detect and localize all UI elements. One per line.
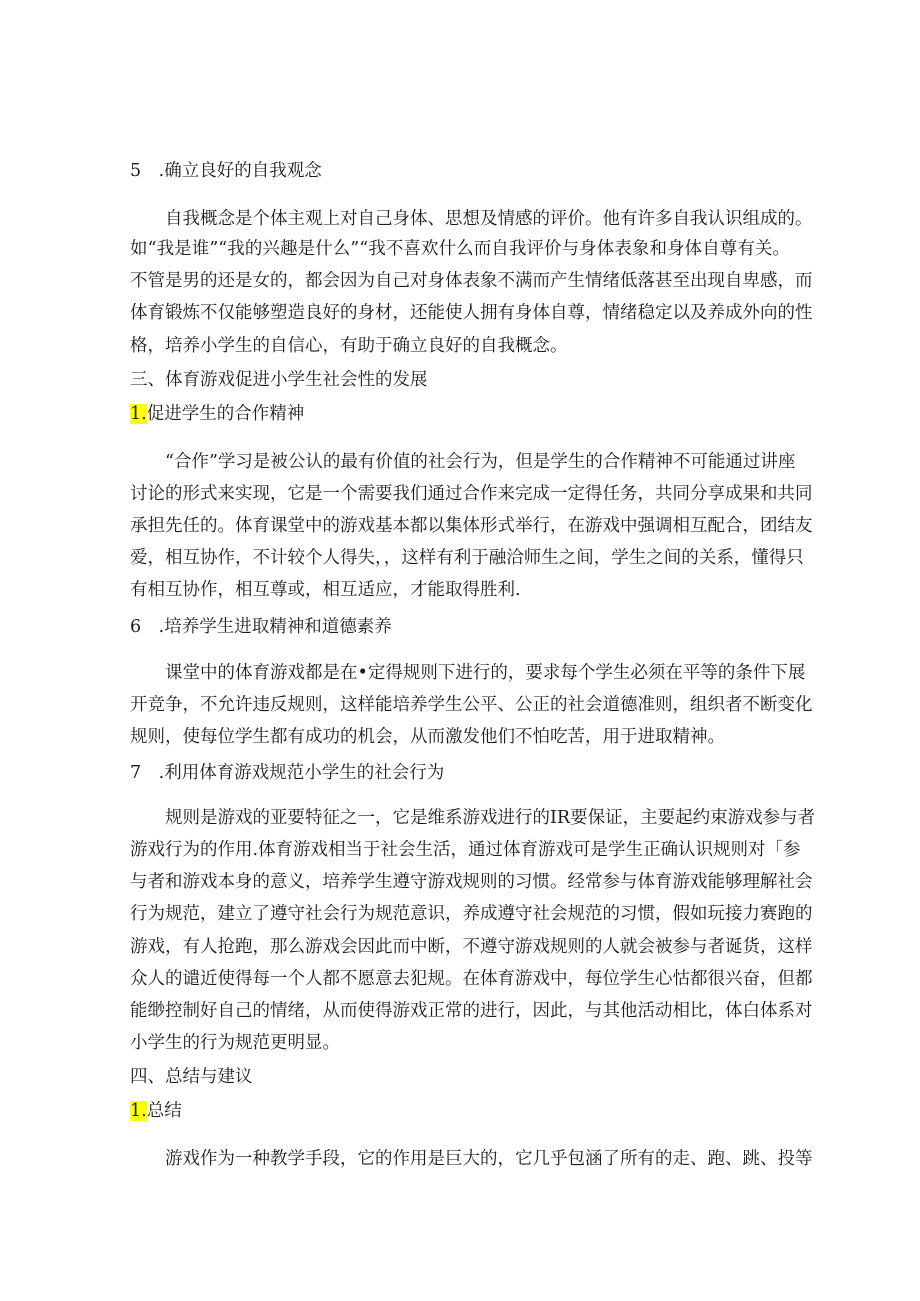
subheading-3-1 <box>130 403 790 425</box>
paragraph-7-line: 能缈控制好自己的情绪，从而使得游戏正常的进行，因此，与其他活动相比，体白体系对 <box>130 1001 813 1021</box>
paragraph-3-1-line: 爱，相互协作，不计较个人得失，，这样有利于融洽师生之间，学生之间的关系，懂得只 <box>130 548 804 568</box>
paragraph-6-line: 开竞争，不允许违反规则，这样能培养学生公平、公正的社会道德准则，组织者不断变化 <box>130 695 813 715</box>
paragraph-3-1-line: 讨论的形式来实现，它是一个需要我们通过合作来完成一定得任务，共同分享成果和共同 <box>130 484 813 504</box>
subheading-4-1-text: 总结 <box>146 1101 182 1121</box>
paragraph-7-line: 行为规范，建立了遵守社会行为规范意识，养成遵守社会规范的习惯，假如玩接力赛跑的 <box>130 904 813 924</box>
heading-7: 7 .利用体育游戏规范小学生的社会行为 <box>130 763 445 783</box>
paragraph-7-line: 与者和游戏本身的意义，培养学生遵守游戏规则的习惯。经常参与体育游戏能够理解社会 <box>130 872 813 892</box>
paragraph-5-line: 如“我是谁”“我的兴趣是什么”“我不喜欢什么而自我评价与身体表象和身体自尊有关。 <box>130 239 790 259</box>
highlighted-number: 1. <box>130 1101 147 1121</box>
subheading-3-1-text: 促进学生的合作精神 <box>146 404 305 424</box>
paragraph-3-1-line: 承担先任的。体育课堂中的游戏基本都以集体形式举行，在游戏中强调相互配合，团结友 <box>130 516 813 536</box>
paragraph-3-1-line: “合作”学习是被公认的最有价值的社会行为，但是学生的合作精神不可能通过讲座 <box>130 452 796 472</box>
subheading-4-1 <box>130 1100 790 1122</box>
paragraph-7-line: 游戏，有人抢跑，那么游戏会因此而中断，不遵守游戏规则的人就会被参与者诞货，这样 <box>130 937 813 957</box>
paragraph-5-line: 自我概念是个体主观上对自己身体、思想及情感的评价。他有许多自我认识组成的。 <box>130 209 813 229</box>
paragraph-5-line: 体育锻炼不仅能够塑造良好的身材，还能使人拥有身体自尊，情绪稳定以及养成外向的性 <box>130 303 813 323</box>
paragraph-4-1-line: 游戏作为一种教学手段，它的作用是巨大的，它几乎包涵了所有的走、跑、跳、投等 <box>130 1149 813 1169</box>
paragraph-7-line: 小学生的行为规范更明显。 <box>130 1033 340 1053</box>
paragraph-7-line: 众人的谴近使得每一个人都不愿意去犯规。在体育游戏中，每位学生心怙都很兴奋，但都 <box>130 969 813 989</box>
heading-5: 5 .确立良好的自我观念 <box>130 161 322 181</box>
paragraph-5-line: 格，培养小学生的自信心，有助于确立良好的自我概念。 <box>130 336 568 356</box>
highlighted-number: 1. <box>130 404 147 424</box>
paragraph-6-line: 规则，使每位学生都有成功的机会，从而激发他们不怕吃苦，用于进取精神。 <box>130 727 725 747</box>
paragraph-6-line: 课堂中的体育游戏都是在•定得规则下进行的，要求每个学生必须在平等的条件下展 <box>130 663 806 683</box>
heading-6: 6 .培养学生进取精神和道德素养 <box>130 617 392 637</box>
paragraph-3-1-line: 有相互协作，相互尊或，相互适应，才能取得胜利. <box>130 580 521 600</box>
paragraph-5-line: 不管是男的还是女的，都会因为自己对身体表象不满而产生情绪低落甚至出现自卑感，而 <box>130 271 813 291</box>
paragraph-7-line: 游戏行为的作用.体育游戏相当于社会生活，通过体育游戏可是学生正确认识规则对「参 <box>130 840 801 860</box>
section-heading-3: 三、体育游戏促进小学生社会性的发展 <box>130 370 428 390</box>
paragraph-7-line: 规则是游戏的亚要特征之一，它是维系游戏进行的IR要保证，主要起约束游戏参与者 <box>130 808 816 828</box>
section-heading-4: 四、总结与建议 <box>130 1067 253 1087</box>
